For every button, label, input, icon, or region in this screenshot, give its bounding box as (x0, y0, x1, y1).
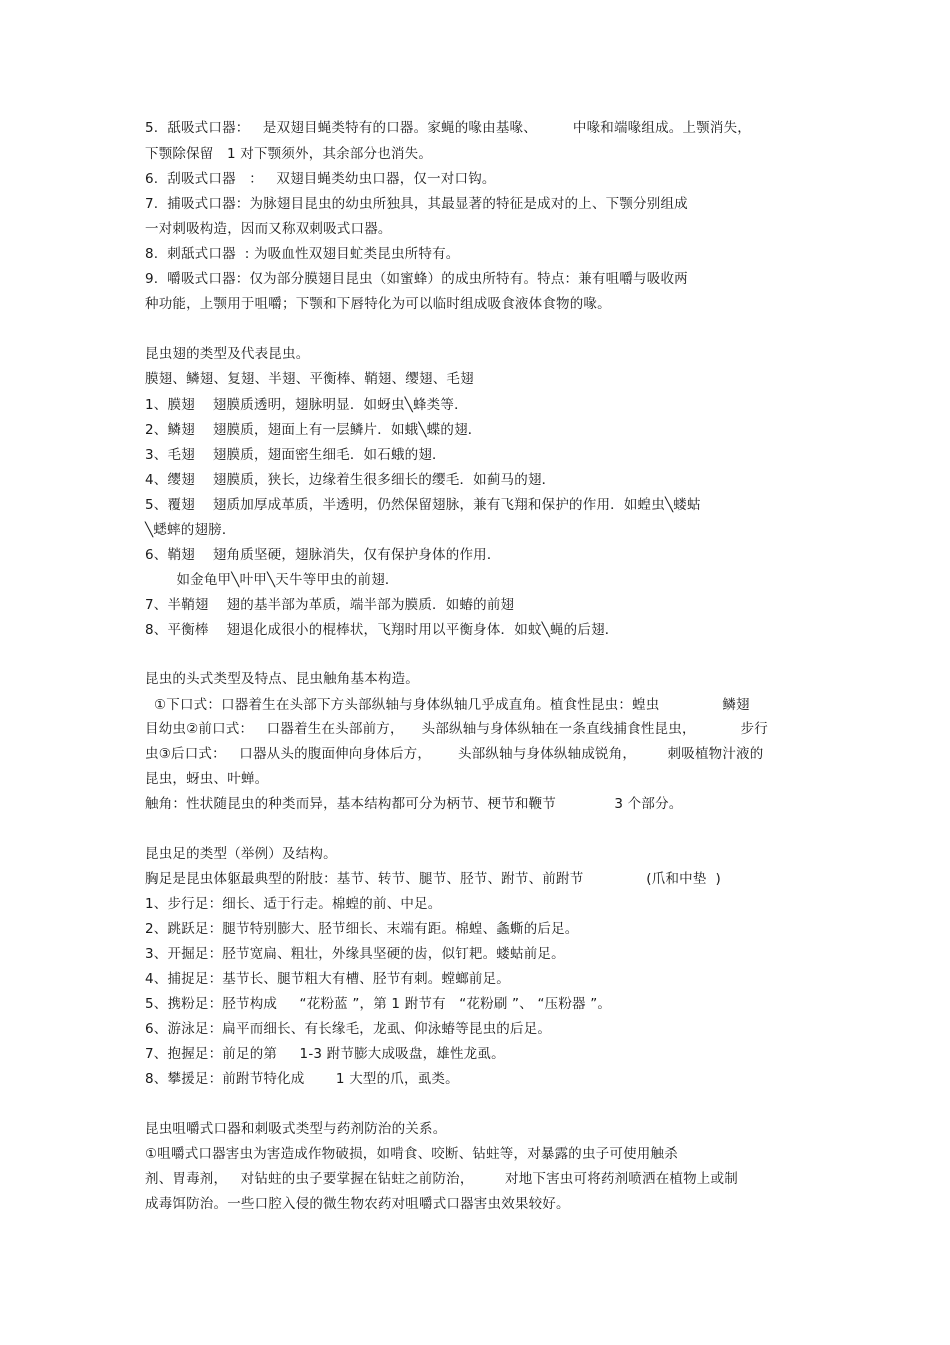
text-line: 3、毛翅 翅膜质，翅面密生细毛．如石蛾的翅． (145, 447, 446, 463)
text-line: 5. 舐吸式口器： 是双翅目蝇类特有的口器。家蝇的喙由基喙、 中喙和端喙组成。上颚消失， (145, 120, 751, 136)
section-heading: 昆虫翅的类型及代表昆虫。 (145, 346, 310, 362)
text-line: ①下口式：口器着生在头部下方头部纵轴与身体纵轴几乎成直角。植食性昆虫：蝗虫 鳞翅 (145, 697, 750, 713)
text-line: 7、抱握足：前足的第 1-3 跗节膨大成吸盘，雄性龙虱。 (145, 1046, 505, 1062)
text-line: 7. 捕吸式口器：为脉翅目昆虫的幼虫所独具，其最显著的特征是成对的上、下颚分别组成 (145, 196, 688, 212)
section-heading: 昆虫的头式类型及特点、昆虫触角基本构造。 (145, 671, 419, 687)
text-line: 2、跳跃足：腿节特别膨大、胫节细长、末端有距。棉蝗、螽蟖的后足。 (145, 921, 579, 937)
text-line: 4、捕捉足：基节长、腿节粗大有槽、胫节有刺。螳螂前足。 (145, 971, 510, 987)
text-line: 种功能，上颚用于咀嚼；下颚和下唇特化为可以临时组成吸食液体食物的喙。 (145, 296, 611, 312)
text-line: 虫③后口式： 口器从头的腹面伸向身体后方， 头部纵轴与身体纵轴成锐角， 刺吸植物汁液的 (145, 746, 764, 762)
text-line: 下颚除保留 1 对下颚须外，其余部分也消失。 (145, 146, 433, 162)
section-heading: 昆虫足的类型（举例）及结构。 (145, 846, 337, 862)
text-line: 7、半鞘翅 翅的基半部为革质，端半部为膜质．如蝽的前翅 (145, 597, 515, 613)
text-line: 1、步行足：细长、适于行走。棉蝗的前、中足。 (145, 896, 442, 912)
text-line: 如金龟甲╲叶甲╲天牛等甲虫的前翅． (145, 572, 399, 588)
text-line: ╲蟋蟀的翅膀． (145, 522, 236, 538)
text-line: ①咀嚼式口器害虫为害造成作物破损，如啃食、咬断、钻蛀等，对暴露的虫子可使用触杀 (145, 1146, 678, 1162)
text-line: 成毒饵防治。一些口腔入侵的微生物农药对咀嚼式口器害虫效果较好。 (145, 1196, 570, 1212)
text-line: 9. 嚼吸式口器：仅为部分膜翅目昆虫（如蜜蜂）的成虫所特有。特点：兼有咀嚼与吸收两 (145, 271, 688, 287)
text-line: 6、游泳足：扁平而细长、有长缘毛，龙虱、仰泳蝽等昆虫的后足。 (145, 1021, 552, 1037)
text-line: 昆虫，蚜虫、叶蝉。 (145, 771, 269, 787)
text-line: 剂、胃毒剂， 对钻蛀的虫子要掌握在钻蛀之前防治， 对地下害虫可将药剂喷洒在植物上或制 (145, 1171, 738, 1187)
text-line: 胸足是昆虫体躯最典型的附肢：基节、转节、腿节、胫节、跗节、前跗节 (爪和中垫 ) (145, 871, 721, 887)
text-line: 目幼虫②前口式： 口器着生在头部前方， 头部纵轴与身体纵轴在一条直线捕食性昆虫， 步行 (145, 721, 768, 737)
text-line: 6. 刮吸式口器 ： 双翅目蝇类幼虫口器，仅一对口钩。 (145, 171, 496, 187)
text-line: 5、携粉足：胫节构成 “花粉蓝 ”，第 1 跗节有 “花粉刷 ”、 “压粉器 ”。 (145, 996, 612, 1012)
text-line: 8、攀援足：前跗节特化成 1 大型的爪，虱类。 (145, 1071, 459, 1087)
text-line: 3、开掘足：胫节宽扁、粗壮，外缘具坚硬的齿，似钉耙。蝼蛄前足。 (145, 946, 565, 962)
text-line: 1、膜翅 翅膜质透明，翅脉明显．如蚜虫╲蜂类等． (145, 397, 468, 413)
text-line: 8. 刺舐式口器 : 为吸血性双翅目虻类昆虫所特有。 (145, 246, 460, 262)
text-line: 膜翅、鳞翅、复翅、半翅、平衡棒、鞘翅、缨翅、毛翅 (145, 371, 474, 387)
text-line: 8、平衡棒 翅退化成很小的棍棒状，飞翔时用以平衡身体．如蚊╲蝇的后翅． (145, 622, 619, 638)
text-line: 6、鞘翅 翅角质坚硬，翅脉消失，仅有保护身体的作用． (145, 547, 501, 563)
section-heading: 昆虫咀嚼式口器和刺吸式类型与药剂防治的关系。 (145, 1121, 447, 1137)
text-line: 触角：性状随昆虫的种类而异，基本结构都可分为柄节、梗节和鞭节 3 个部分。 (145, 796, 683, 812)
text-line: 5、覆翅 翅质加厚成革质，半透明，仍然保留翅脉，兼有飞翔和保护的作用．如蝗虫╲蝼蛄 (145, 497, 701, 513)
text-line: 4、缨翅 翅膜质，狭长，边缘着生很多细长的缨毛．如蓟马的翅． (145, 472, 556, 488)
text-line: 一对刺吸构造，因而又称双刺吸式口器。 (145, 221, 392, 237)
text-line: 2、鳞翅 翅膜质，翅面上有一层鳞片．如蛾╲蝶的翅． (145, 422, 482, 438)
